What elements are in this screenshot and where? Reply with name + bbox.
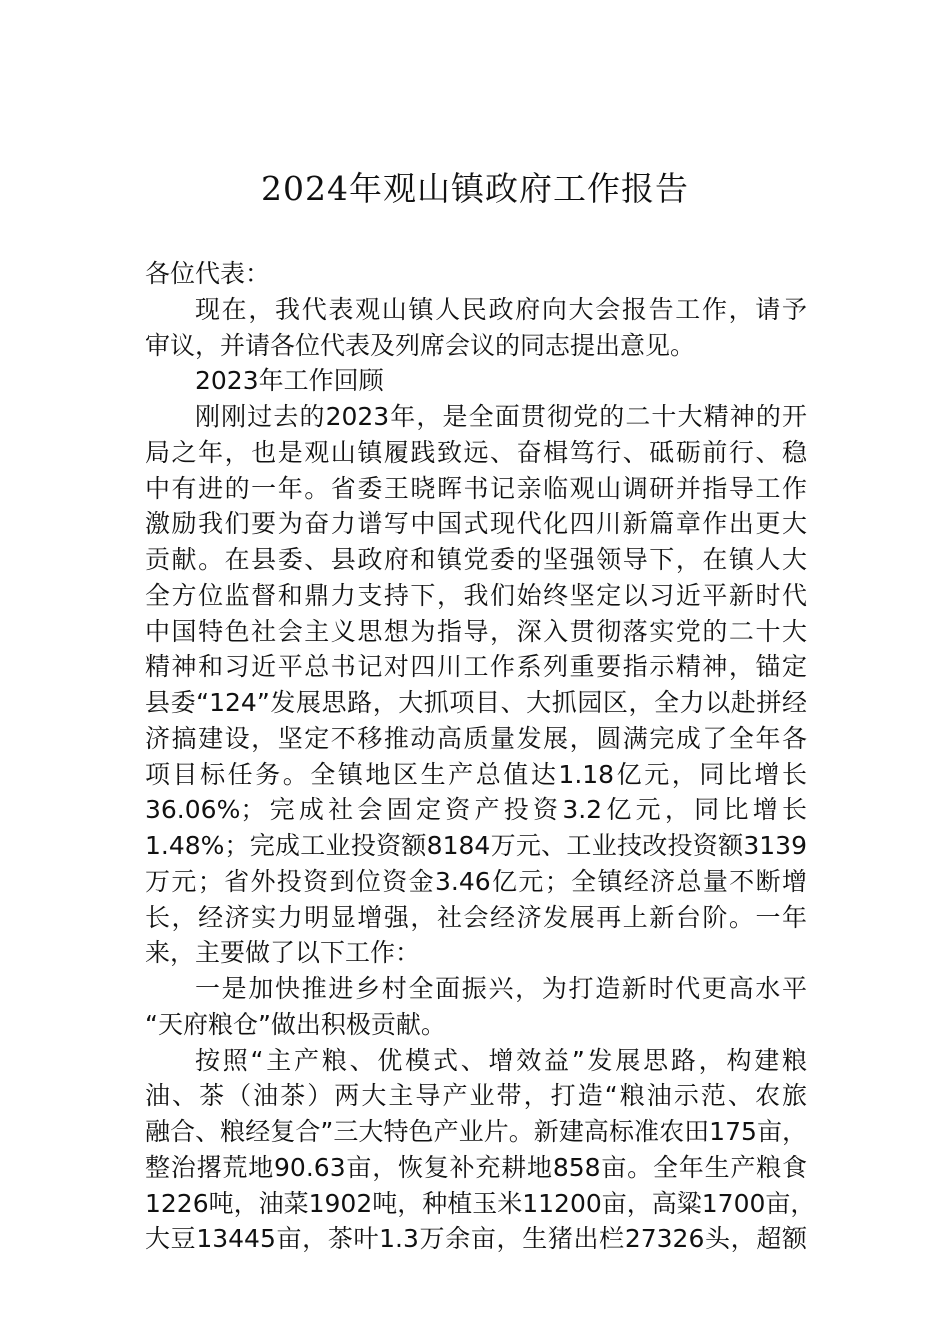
text-line: 2023年工作回顾 — [195, 366, 384, 396]
text-line: 现在，我代表观山镇人民政府向大会报告工作，请予 — [195, 294, 807, 324]
text-line: 万元；省外投资到位资金3.46亿元；全镇经济总量不断增 — [145, 866, 807, 896]
text-line: 长，经济实力明显增强，社会经济发展再上新台阶。一年 — [145, 902, 807, 932]
text-line: “天府粮仓”做出积极贡献。 — [145, 1009, 446, 1039]
text-line: 来，主要做了以下工作： — [145, 938, 421, 968]
text-line: 局之年，也是观山镇履践致远、奋楫笃行、砥砺前行、稳 — [145, 437, 807, 467]
text-line: 1.48%；完成工业投资额8184万元、工业技改投资额3139 — [145, 831, 807, 860]
text-line: 刚刚过去的2023年，是全面贯彻党的二十大精神的开 — [195, 402, 807, 431]
text-line: 贡献。在县委、县政府和镇党委的坚强领导下，在镇人大 — [145, 545, 807, 574]
text-line: 大豆13445亩，茶叶1.3万余亩，生猪出栏27326头，超额 — [145, 1224, 807, 1254]
text-line: 油、茶（油茶）两大主导产业带，打造“粮油示范、农旅 — [145, 1081, 807, 1111]
text-line: 1226吨，油菜1902吨，种植玉米11200亩，高粱1700亩， — [145, 1188, 816, 1218]
page-title: 2024年观山镇政府工作报告 — [261, 169, 689, 208]
text-line: 全方位监督和鼎力支持下，我们始终坚定以习近平新时代 — [145, 580, 807, 610]
text-line: 各位代表： — [145, 259, 271, 288]
text-line: 精神和习近平总书记对四川工作系列重要指示精神，锚定 — [145, 652, 807, 682]
text-line: 按照“主产粮、优模式、增效益”发展思路，构建粮 — [195, 1045, 807, 1075]
text-line: 中有进的一年。省委王晓晖书记亲临观山调研并指导工作 — [145, 473, 807, 503]
text-line: 融合、粮经复合”三大特色产业片。新建高标准农田175亩， — [145, 1117, 807, 1146]
text-line: 中国特色社会主义思想为指导，深入贯彻落实党的二十大 — [145, 616, 807, 646]
text-line: 整治撂荒地90.63亩，恢复补充耕地858亩。全年生产粮食 — [145, 1152, 807, 1182]
text-line: 项目标任务。全镇地区生产总值达1.18亿元，同比增长 — [145, 759, 807, 789]
text-line: 济搞建设，坚定不移推动高质量发展，圆满完成了全年各 — [145, 723, 807, 753]
text-line: 县委“124”发展思路，大抓项目、大抓园区，全力以赴拼经 — [145, 688, 807, 717]
text-line: 激励我们要为奋力谱写中国式现代化四川新篇章作出更大 — [145, 509, 807, 539]
text-line: 一是加快推进乡村全面振兴，为打造新时代更高水平 — [195, 974, 807, 1003]
text-line: 审议，并请各位代表及列席会议的同志提出意见。 — [145, 330, 696, 360]
text-line: 36.06%；完成社会固定资产投资3.2亿元，同比增长 — [145, 795, 807, 825]
